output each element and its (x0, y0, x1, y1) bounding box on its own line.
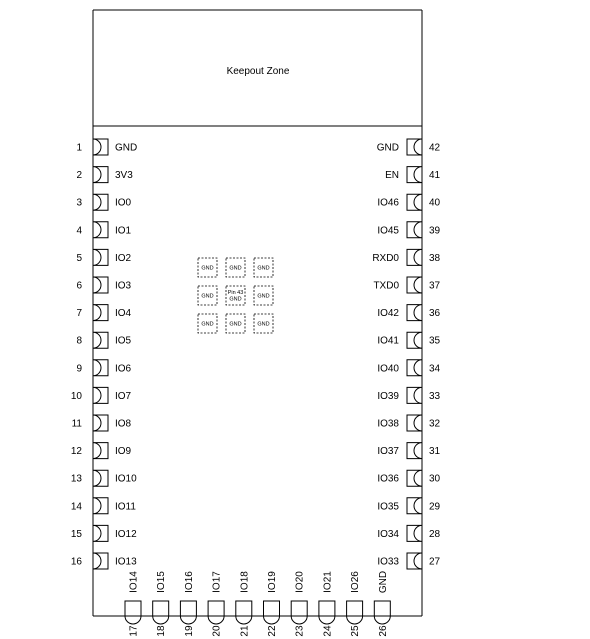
pin-name: IO46 (377, 197, 399, 209)
right-pin (377, 443, 440, 459)
pin-number: 39 (429, 225, 441, 237)
pin-name: IO17 (211, 571, 223, 593)
gnd-pad (198, 286, 217, 305)
right-pin (377, 332, 440, 348)
right-pin (385, 167, 440, 183)
bottom-pin (319, 571, 335, 637)
pin-name: IO16 (183, 571, 195, 593)
pin-name: IO18 (239, 571, 251, 593)
pin-name: IO38 (377, 418, 399, 430)
pin-pad (93, 167, 108, 183)
pin-number: 12 (70, 446, 82, 458)
right-pin (377, 139, 441, 155)
pin-pad (407, 498, 422, 514)
right-pin (377, 305, 440, 321)
pin-number: 27 (429, 556, 441, 568)
pin-name: IO20 (294, 571, 306, 593)
pin-pad (407, 525, 422, 541)
pin-pad (93, 498, 108, 514)
gnd-pad-label: GND (201, 321, 214, 328)
pin-pad (407, 332, 422, 348)
keepout-zone-label: Keepout Zone (226, 66, 290, 77)
left-pin (76, 167, 133, 183)
pin-number: 1 (76, 142, 82, 154)
pin-number: 17 (128, 625, 140, 637)
pin-name: IO12 (115, 528, 137, 540)
pin-number: 13 (70, 473, 82, 485)
pin-pad (407, 470, 422, 486)
pin-pad (407, 553, 422, 569)
gnd-pad (254, 258, 273, 277)
pin-number: 30 (429, 473, 441, 485)
gnd-pad-label: Pin 43 (227, 290, 244, 296)
pin-name: GND (377, 570, 389, 594)
pin-number: 37 (429, 280, 441, 292)
bottom-pin-row (125, 571, 390, 637)
pin-number: 28 (429, 528, 441, 540)
gnd-pad-label: GND (201, 265, 214, 272)
left-pin (76, 332, 131, 348)
pin-name: IO15 (156, 571, 168, 593)
pin-number: 38 (429, 252, 441, 264)
pin-name: IO34 (377, 528, 399, 540)
pin-pad (236, 601, 252, 624)
pin-pad (93, 443, 108, 459)
right-pin (372, 249, 440, 265)
pin-pad (407, 194, 422, 210)
bottom-pin (125, 571, 141, 637)
right-pin (377, 194, 440, 210)
pin-pad (291, 601, 307, 624)
pin-pad (407, 139, 422, 155)
pin-name: EN (385, 170, 399, 182)
pin-pad (93, 194, 108, 210)
gnd-pad-label: GND (257, 265, 270, 272)
module-outline (93, 10, 422, 616)
pin-number: 34 (429, 363, 441, 375)
pin-number: 14 (70, 501, 82, 513)
right-pin (377, 222, 440, 238)
gnd-pad-label: GND (229, 296, 242, 303)
pin-number: 20 (211, 625, 223, 637)
pin-name: GND (376, 142, 399, 154)
gnd-pad (254, 314, 273, 333)
left-pin (71, 387, 132, 403)
pin-pad (208, 601, 224, 624)
pin-number: 9 (76, 363, 82, 375)
left-pin (76, 139, 137, 155)
left-pin (71, 498, 137, 514)
bottom-pin (208, 571, 224, 637)
pin-name: IO3 (115, 280, 132, 292)
pin-pad (93, 139, 108, 155)
pin-number: 41 (429, 170, 441, 182)
gnd-pad (226, 314, 245, 333)
left-pin (71, 443, 132, 459)
pin-name: 3V3 (115, 170, 133, 182)
pin-pad (93, 470, 108, 486)
pin-name: IO6 (115, 363, 132, 375)
pin-number: 40 (429, 197, 441, 209)
pin-number: 26 (377, 625, 389, 637)
left-pin (76, 360, 131, 376)
pin-number: 8 (76, 335, 82, 347)
pin-name: IO4 (115, 308, 132, 320)
gnd-pad-label: GND (201, 293, 214, 300)
pin-number: 25 (350, 625, 362, 637)
pin-pad (93, 305, 108, 321)
pin-pad (93, 553, 108, 569)
pin-number: 16 (70, 556, 82, 568)
pin-pad (319, 601, 335, 624)
pin-number: 4 (76, 225, 82, 237)
right-pin-column (372, 139, 440, 569)
right-pin (377, 525, 440, 541)
pin-number: 22 (267, 625, 278, 637)
pin-name: RXD0 (372, 252, 399, 264)
right-pin (377, 415, 440, 431)
pin-name: IO1 (115, 225, 132, 237)
right-pin (377, 470, 440, 486)
gnd-pad-label: GND (229, 265, 242, 272)
pin-name: IO19 (267, 571, 278, 593)
bottom-pin (180, 571, 196, 637)
bottom-pin (347, 571, 363, 637)
pin-name: IO37 (377, 446, 399, 458)
pin-pad (347, 601, 363, 624)
left-pin (76, 305, 131, 321)
pin-pad (407, 277, 422, 293)
pin-name: IO41 (377, 335, 399, 347)
pin-number: 6 (76, 280, 82, 292)
left-pin-column (71, 139, 137, 569)
pin-number: 15 (70, 528, 82, 540)
left-pin (71, 470, 137, 486)
bottom-pin (153, 571, 169, 637)
pin-pad (153, 601, 169, 624)
left-pin (71, 553, 137, 569)
pin-number: 23 (294, 625, 306, 637)
pin-name: IO35 (377, 501, 399, 513)
pin-pad (407, 387, 422, 403)
pin-name: IO14 (128, 571, 140, 593)
pin-number: 32 (429, 418, 441, 430)
pin-pad (407, 305, 422, 321)
bottom-pin (374, 571, 390, 637)
gnd-pad-label: GND (229, 321, 242, 328)
pin-number: 42 (429, 142, 441, 154)
pin-name: IO9 (115, 446, 132, 458)
pin-number: 36 (429, 308, 441, 320)
left-pin (76, 194, 131, 210)
left-pin (76, 222, 131, 238)
pin-name: GND (115, 142, 138, 154)
pin-name: IO45 (377, 225, 399, 237)
pin-name: IO21 (322, 571, 334, 593)
pin-pad (125, 601, 141, 624)
pin-number: 31 (429, 446, 441, 458)
gnd-pad (226, 286, 245, 305)
left-pin (71, 525, 137, 541)
pin-name: IO11 (115, 501, 136, 513)
pin-name: IO40 (377, 363, 399, 375)
pin-name: IO8 (115, 418, 132, 430)
pin-pad (93, 277, 108, 293)
pin-name: IO10 (115, 473, 137, 485)
gnd-pad (198, 314, 217, 333)
pin-number: 21 (239, 625, 251, 637)
pin-number: 33 (429, 390, 441, 402)
bottom-pin (236, 571, 252, 637)
center-gnd-pad-grid (198, 258, 273, 333)
pin-name: IO2 (115, 252, 132, 264)
pin-number: 18 (156, 625, 168, 637)
bottom-pin (291, 571, 307, 637)
pin-name: IO26 (350, 571, 362, 593)
pin-name: IO36 (377, 473, 399, 485)
pin-pad (407, 167, 422, 183)
right-pin (373, 277, 440, 293)
pin-pad (93, 415, 108, 431)
pin-pad (93, 332, 108, 348)
pin-number: 29 (429, 501, 441, 513)
pin-pad (407, 249, 422, 265)
gnd-pad-label: GND (257, 293, 270, 300)
left-pin (72, 415, 132, 431)
pin-number: 2 (76, 170, 82, 182)
pin-name: IO7 (115, 390, 132, 402)
right-pin (377, 360, 440, 376)
pin-pad (93, 249, 108, 265)
right-pin (377, 387, 440, 403)
pin-pad (407, 443, 422, 459)
pin-pad (374, 601, 390, 624)
gnd-pad (254, 286, 273, 305)
gnd-pad-label: GND (257, 321, 270, 328)
pin-name: IO39 (377, 390, 399, 402)
gnd-pad (226, 258, 245, 277)
pin-pad (407, 222, 422, 238)
pin-pad (93, 525, 108, 541)
left-pin (76, 249, 131, 265)
pin-name: IO13 (115, 556, 137, 568)
pin-pad (407, 360, 422, 376)
pin-number: 5 (76, 252, 82, 264)
pin-name: IO5 (115, 335, 132, 347)
pin-pad (407, 415, 422, 431)
pin-pad (93, 360, 108, 376)
pin-name: IO42 (377, 308, 399, 320)
right-pin (377, 498, 440, 514)
pin-pad (93, 387, 108, 403)
pin-number: 3 (76, 197, 82, 209)
pin-number: 11 (71, 418, 82, 430)
pin-name: IO33 (377, 556, 399, 568)
pin-number: 24 (322, 625, 334, 637)
bottom-pin (264, 571, 280, 637)
pin-name: IO0 (115, 197, 132, 209)
pin-number: 7 (76, 308, 82, 320)
left-pin (76, 277, 131, 293)
pin-number: 10 (70, 390, 82, 402)
pin-number: 35 (429, 335, 441, 347)
pin-pad (264, 601, 280, 624)
pin-pad (180, 601, 196, 624)
pin-name: TXD0 (373, 280, 399, 292)
right-pin (377, 553, 440, 569)
gnd-pad (198, 258, 217, 277)
pin-number: 19 (183, 625, 195, 637)
pin-pad (93, 222, 108, 238)
